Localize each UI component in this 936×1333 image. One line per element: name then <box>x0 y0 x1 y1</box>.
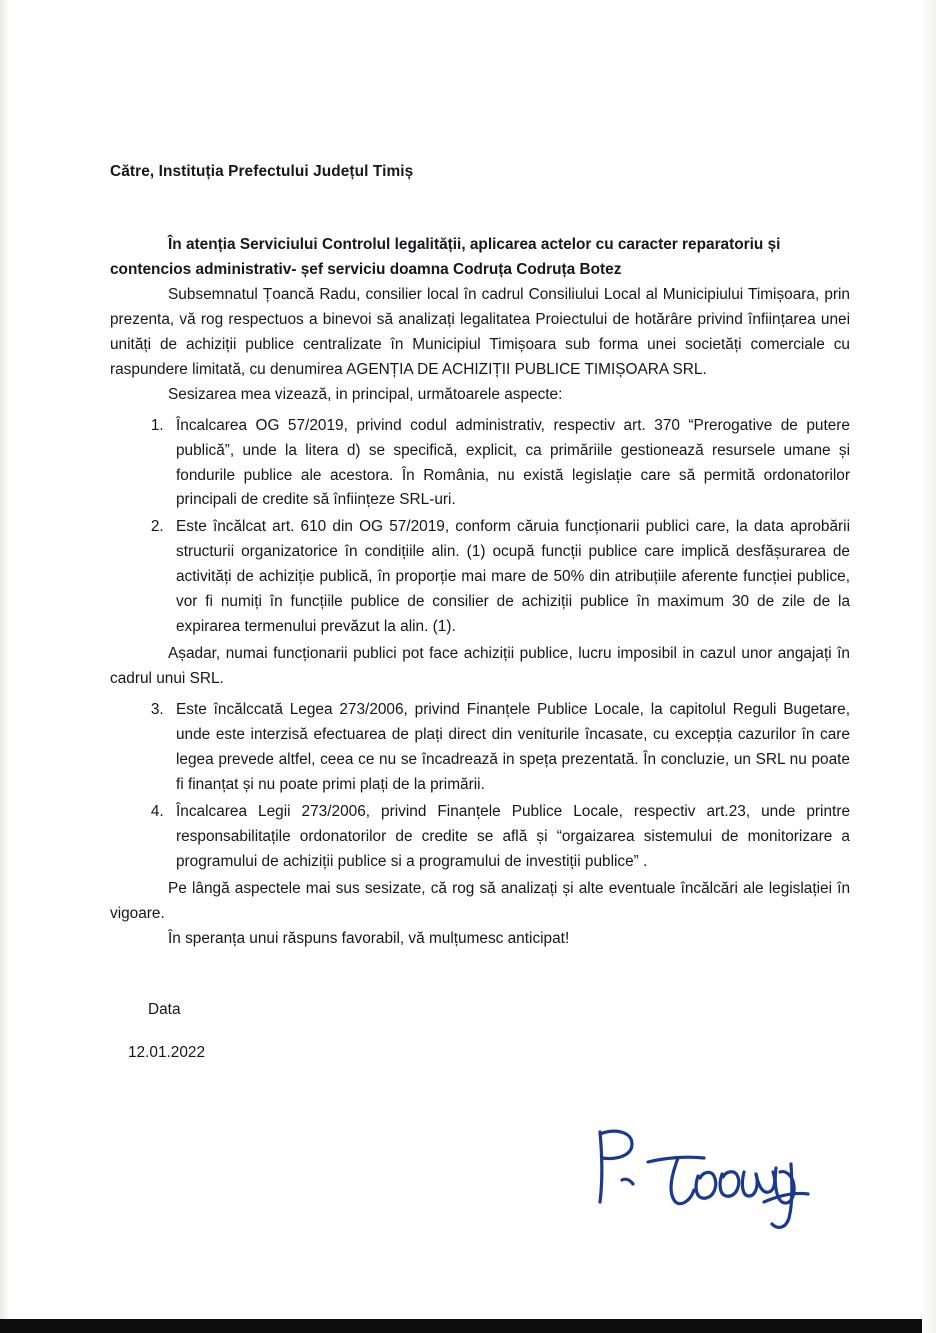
date-label: Data <box>148 1000 181 1018</box>
list-item: 1. Încalcarea OG 57/2019, privind codul administrativ, respectiv art. 370 “Prerogative de putere publică”, unde la litera d) se specifică, explicit, ca primăriile gestionează resursele umane și fondurile publice ale acestora. În România, nu există legislație care să permită ordonatorilor principali de credite să înființeze SRL-uri. <box>168 414 850 514</box>
document-body <box>110 0 850 1066</box>
lead-in-paragraph: Sesizarea mea vizează, in principal, următoarele aspecte: <box>168 385 563 403</box>
list-item: 3. Este încălccată Legea 273/2006, privind Finanțele Publice Locale, la capitolul Reguli Bugetare, unde este interzisă efectuarea de plați direct din veniturile încasate, cu excepția cazurilor în care legea prevede altfel, ceea ce nu se încadrează in speța prezentată. În concluzie, un SRL nu poate fi finanțat și nu poate primi plați de la primării. <box>168 698 850 798</box>
claims-list-first <box>110 414 850 641</box>
date-value: 12.01.2022 <box>128 1043 206 1061</box>
final-paragraph: În speranța unui răspuns favorabil, vă mulțumesc anticipat! <box>168 929 570 947</box>
intro-paragraph: Subsemnatul Țoancă Radu, consilier local în cadrul Consiliului Local al Municipiului Timișoara, prin prezenta, vă rog respectuos a binevoi să analizați legalitatea Proiectului de hotărâre privind înființarea unei unități de achiziții publice centralizate în Municipiul Timișoara sub forma unei societăți comerciale cu raspundere limitată, cu denumirea AGENȚIA DE ACHIZIȚII PUBLICE TIMIȘOARA SRL. <box>110 285 850 378</box>
signature-block <box>110 998 850 1066</box>
scan-bottom-edge <box>0 1319 936 1333</box>
attention-line-2: contencios administrativ- șef serviciu doamna Codruța Codruța Botez <box>110 260 622 278</box>
handwritten-signature <box>586 1118 846 1238</box>
list-item: 2. Este încălcat art. 610 din OG 57/2019, conform căruia funcționarii publici care, la data aprobării structurii organizatorice în condițiile alin. (1) ocupă funcții publice care implică desfășurarea de activități de achiziție publică, în proporție mai mare de 50% din atribuțiile aferente funcției publice, vor fi numiți în funcțiile publice de consilier de achiziții publice în maximum 30 de zile de la expirarea termenului prevăzut la alin. (1). <box>168 515 850 640</box>
list-item: 4. Încalcarea Legii 273/2006, privind Finanțele Publice Locale, respectiv art.23, unde printre responsabilitațile ordonatorilor de credite se află și “orgaizarea sistemului de monitorizare a programului de achiziții publice si a programului de investiții publice” . <box>168 800 850 875</box>
attention-block <box>110 233 850 283</box>
claims-list-second <box>110 698 850 875</box>
attention-line-1: În atenția Serviciului Controlul legalității, aplicarea actelor cu caracter reparatoriu și <box>168 235 781 253</box>
addressee-line: Către, Instituția Prefectului Județul Timiș <box>110 163 414 180</box>
middle-paragraph: Așadar, numai funcționarii publici pot face achiziții publice, lucru imposibil in cazul unor angajați în cadrul unui SRL. <box>110 645 850 688</box>
closing-paragraph: Pe lângă aspectele mai sus sesizate, că rog să analizați și alte eventuale încălcări ale legislației în vigoare. <box>110 879 850 922</box>
